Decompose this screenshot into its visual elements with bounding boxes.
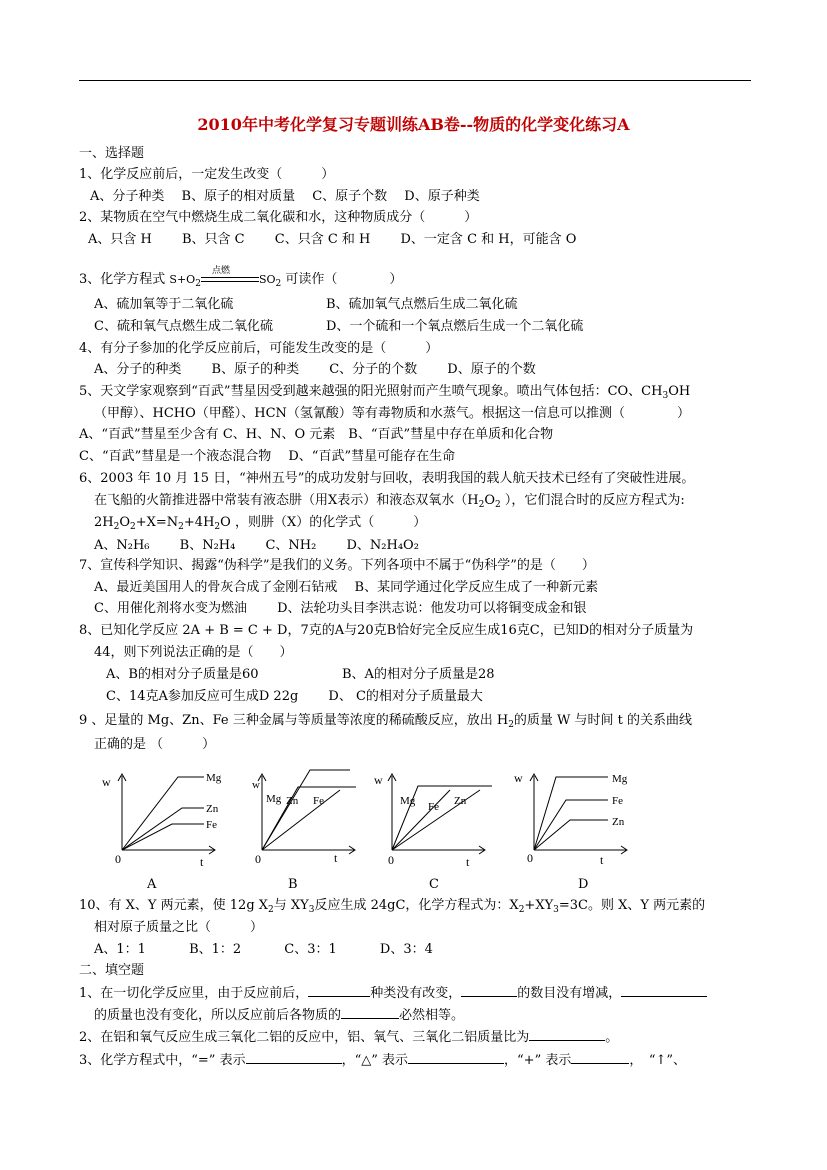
mg-label: Mg: [266, 793, 282, 805]
fe-label: Fe: [206, 819, 217, 831]
axis-w-label: w: [514, 771, 523, 785]
question-8-option-b: B、A的相对分子质量是28: [342, 667, 495, 682]
section-heading: 一、选择题: [79, 146, 145, 161]
question-10-line1: 10、有 X、Y 两元素，使 12g $X_2$与 $XY_3$反应生成 24gC，化学方程式为：$X_2+XY_3=3C$。则 X、Y 两元素的: [79, 898, 706, 915]
question-7-options-ab: A、最近美国用人的骨灰合成了金刚石钻戒 B、某同学通过化学反应生成了一种新元素: [94, 580, 599, 595]
axis-w-label: w: [374, 773, 383, 787]
question-6-line1: 6、2003 年 10 月 15 日，“神州五号”的成功发射与回收，表明我国的载人航天技术已经有了突破性进展。: [79, 471, 695, 486]
question-3-option-b: B、硫加氧气点燃后生成二氧化硫: [326, 297, 518, 312]
question-5-options-cd: C、“百武”彗星是一个液态混合物 D、“百武”彗星可能存在生命: [79, 449, 456, 464]
question-8-line2: 44，则下列说法正确的是（ ）: [94, 645, 293, 660]
graph-d-label: D: [578, 877, 589, 892]
zn-label: Zn: [454, 795, 467, 807]
axis-t-label: t: [600, 853, 604, 867]
question-3-suffix: 可读作（ ）: [285, 272, 403, 287]
question-8-option-a: A、B的相对分子质量是60: [106, 667, 259, 682]
question-9-line1: 9 、足量的 Mg、Zn、Fe 三种金属与等质量等浓度的稀硫酸反应，放出 $H_2$的质量 W 与时间 t 的关系曲线: [79, 713, 693, 730]
answer-blank[interactable]: [621, 984, 707, 997]
zn-label: Zn: [206, 803, 219, 815]
graph-a-label: A: [147, 877, 157, 892]
equation-arrow: [201, 266, 259, 287]
header-rule: [79, 80, 751, 81]
graph-c: [368, 764, 508, 874]
axis-t-label: t: [334, 851, 338, 865]
mg-label: Mg: [612, 773, 628, 785]
answer-blank[interactable]: [341, 1006, 399, 1019]
question-3: [79, 266, 403, 293]
equation-left: $S+O_2$: [169, 273, 201, 289]
question-2-options: A、只含 H B、只含 C C、只含 C 和 H D、一定含 C 和 H，可能含 O: [88, 232, 577, 247]
question-1: 1、化学反应前后，一定发生改变（ ）: [79, 167, 335, 182]
origin-label: 0: [527, 851, 533, 865]
zn-label: Zn: [612, 816, 625, 828]
question-7-options-cd: C、用催化剂将水变为燃油 D、法轮功头目李洪志说：他发功可以将铜变成金和银: [94, 601, 587, 616]
graph-b-label: B: [288, 877, 298, 892]
axis-t-label: t: [200, 855, 204, 869]
question-3-option-a: A、硫加氧等于二氧化硫: [94, 297, 234, 312]
graph-b: [238, 764, 378, 874]
page-title: 2010年中考化学复习专题训练AB卷--物质的化学变化练习A: [197, 115, 630, 134]
zn-label: Zn: [286, 795, 299, 807]
fill-1-line1: 1、在一切化学反应里，由于反应前后， 种类没有改变， 的数目没有增减，: [79, 984, 707, 1003]
section-heading-2: 二、填空题: [79, 963, 145, 978]
answer-blank[interactable]: [571, 1051, 629, 1064]
graph-d: [510, 764, 650, 874]
question-5-line2: （甲醇）、HCHO（甲醛）、HCN（氢氰酸）等有毒物质和水蒸气。根据这一信息可以推测（ ）: [94, 406, 690, 421]
axis-w-label: w: [252, 779, 260, 791]
graph-a: [98, 764, 238, 874]
question-3-prefix: 3、化学方程式: [79, 272, 166, 287]
question-9-line2: 正确的是 （ ）: [94, 737, 216, 752]
fill-1-line2: 的质量也没有变化，所以反应前后各物质的 必然相等。: [94, 1008, 465, 1023]
fe-label: Fe: [428, 801, 439, 813]
answer-blank[interactable]: [308, 984, 370, 997]
question-4: 4、有分子参加的化学反应前后，可能发生改变的是（ ）: [79, 341, 439, 356]
question-5-line1: 5、天文学家观察到“百武”彗星因受到越来越强的阳光照射而产生喷气现象。喷出气体包括：CO、$CH_3OH$: [79, 384, 691, 401]
question-5-options-ab: A、“百武”彗星至少含有 C、H、N、O 元素 B、“百武”彗星中存在单质和化合物: [79, 427, 554, 442]
question-6-line2: 在飞船的火箭推进器中常装有液态肼（用X表示）和液态双氧水（$H_2O_2$ ），它们混合时的反应方程式为:: [94, 493, 685, 510]
graph-c-label: C: [429, 877, 439, 892]
mg-label: Mg: [206, 772, 222, 784]
question-4-options: A、分子的种类 B、原子的种类 C、分子的个数 D、原子的个数: [94, 362, 536, 377]
answer-blank[interactable]: [529, 1028, 605, 1041]
equation-right: $SO_2$: [258, 273, 282, 289]
question-6-options: A、N₂H₆ B、N₂H₄ C、NH₂ D、N₂H₄O₂: [94, 538, 419, 553]
equation-condition: 点燃: [211, 266, 230, 276]
axis-w-label: w: [102, 775, 111, 789]
origin-label: 0: [388, 853, 394, 867]
question-6-equation: $2H_2O_2+X=N_2+4H_2O$ ，则肼（X）的化学式（ ）: [94, 515, 427, 532]
question-8-options-cd: C、14克A参加反应可生成D 22g D、 C的相对分子质量最大: [106, 689, 483, 704]
question-1-options: A、分子种类 B、原子的相对质量 C、原子个数 D、原子种类: [90, 189, 480, 204]
origin-label: 0: [255, 852, 261, 866]
mg-label: Mg: [400, 795, 416, 807]
question-10-options: A、1：1 B、1：2 C、3：1 D、3：4: [94, 942, 433, 957]
answer-blank[interactable]: [246, 1051, 342, 1064]
fe-label: Fe: [612, 795, 623, 807]
question-10-line2: 相对原子质量之比（ ）: [94, 920, 264, 935]
answer-blank[interactable]: [408, 1051, 504, 1064]
answer-blank[interactable]: [461, 984, 517, 997]
origin-label: 0: [115, 852, 121, 866]
fill-2: 2、在铝和氧气反应生成三氧化二铝的反应中，铝、氧气、三氧化二铝质量比为 。: [79, 1030, 619, 1045]
question-8-line1: 8、已知化学反应 2A + B = C + D，7克的A与20克B恰好完全反应生成16克C，已知D的相对分子质量为: [79, 623, 694, 638]
question-7: 7、宣传科学知识、揭露“伪科学”是我们的义务。下列各项中不属于“伪科学”的是（ ）: [79, 558, 595, 573]
question-3-option-d: D、一个硫和一个氧点燃后生成一个二氧化硫: [326, 319, 584, 334]
fe-label: Fe: [313, 795, 324, 807]
axis-t-label: t: [466, 855, 470, 869]
question-2: 2、某物质在空气中燃烧生成二氧化碳和水，这种物质成分（ ）: [79, 210, 478, 225]
question-3-option-c: C、硫和氧气点燃生成二氧化硫: [94, 319, 273, 334]
fill-3: 3、化学方程式中，“=” 表示 ，“△” 表示 ，“+” 表示 ， “↑”、: [79, 1053, 687, 1068]
